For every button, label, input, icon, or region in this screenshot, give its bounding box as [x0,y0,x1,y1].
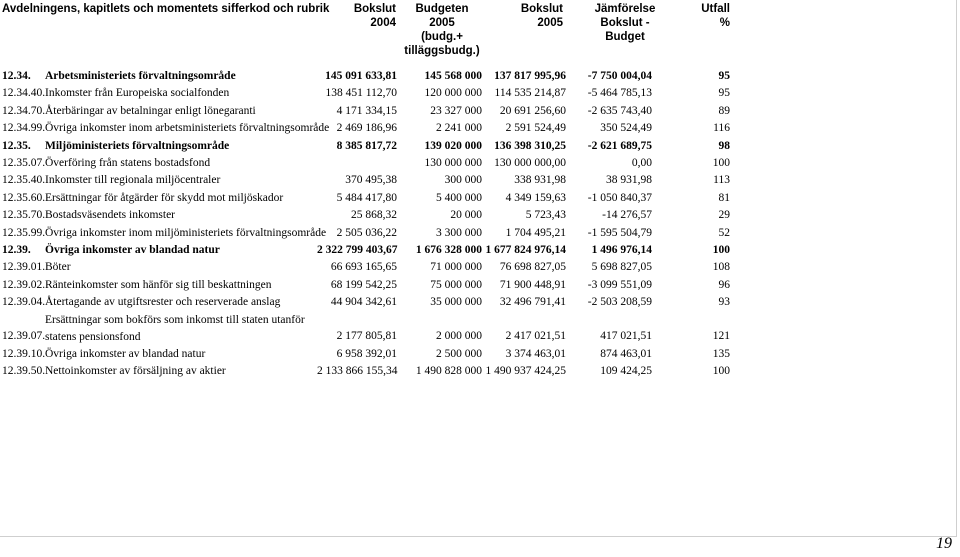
cell-bokslut-2004: 2 505 036,22 [336,226,397,239]
cell-outcome-percent: 81 [718,191,730,204]
cell-comparison: 5 698 827,05 [591,261,652,274]
row-code: 12.34.40. [2,87,46,100]
table-row [2,225,730,242]
cell-comparison: 38 931,98 [606,174,652,187]
cell-bokslut-2005: 114 535 214,87 [494,87,566,100]
cell-budget-2005: 2 000 000 [436,330,482,343]
cell-budget-2005: 2 241 000 [436,122,482,135]
cell-bokslut-2004: 6 958 392,01 [336,347,397,360]
cell-bokslut-2005: 2 591 524,49 [505,122,566,135]
table-row [2,346,730,363]
cell-bokslut-2005: 32 496 791,41 [499,296,566,309]
cell-budget-2005: 71 000 000 [430,261,482,274]
cell-bokslut-2005: 2 417 021,51 [505,330,566,343]
cell-budget-2005: 139 020 000 [424,139,482,152]
row-title: Övriga inkomster av blandad natur [45,347,206,360]
cell-bokslut-2005: 130 000 000,00 [494,157,566,170]
cell-bokslut-2005: 76 698 827,05 [499,261,566,274]
cell-budget-2005: 35 000 000 [430,296,482,309]
row-title: Återbäringar av betalningar enligt lönegaranti [45,104,256,117]
cell-outcome-percent: 135 [712,347,730,360]
row-title: Ränteinkomster som hänför sig till beskattningen [45,278,272,291]
cell-outcome-percent: 98 [718,139,730,152]
table-row [2,68,730,85]
cell-bokslut-2004: 44 904 342,61 [330,296,397,309]
cell-bokslut-2005: 136 398 310,25 [494,139,566,152]
table-row [2,172,730,189]
cell-comparison: -2 621 689,75 [587,139,652,152]
cell-outcome-percent: 95 [718,87,730,100]
cell-outcome-percent: 29 [718,209,730,222]
cell-budget-2005: 3 300 000 [436,226,482,239]
cell-budget-2005: 145 568 000 [424,70,482,82]
row-code: 12.35.70. [2,209,46,222]
cell-budget-2005: 300 000 [444,174,482,187]
cell-outcome-percent: 100 [712,157,730,170]
table-row [2,155,730,172]
cell-outcome-percent: 100 [712,365,730,378]
cell-bokslut-2004: 5 484 417,80 [336,191,397,204]
cell-bokslut-2004 [317,155,397,172]
cell-bokslut-2004: 145 091 633,81 [325,70,397,82]
cell-outcome-percent: 96 [718,278,730,291]
cell-outcome-percent: 116 [713,122,730,135]
cell-bokslut-2004: 25 868,32 [351,209,397,222]
table-row [2,312,730,346]
cell-comparison: 350 524,49 [600,122,652,135]
header-comparison: Jämförelse Bokslut - Budget [594,3,656,43]
cell-outcome-percent: 121 [712,330,730,343]
row-code: 12.35.99. [2,226,46,239]
cell-bokslut-2005: 3 374 463,01 [505,347,566,360]
table-row [2,85,730,102]
row-title: Miljöministeriets förvaltningsområde [45,139,230,152]
cell-comparison: -5 464 785,13 [587,87,652,100]
cell-bokslut-2005: 5 723,43 [525,209,566,222]
row-title: Böter [45,261,71,274]
row-title: Arbetsministeriets förvaltningsområde [45,70,236,82]
row-title: Ersättningar för åtgärder för skydd mot miljöskador [45,191,284,204]
cell-outcome-percent: 108 [712,261,730,274]
row-title: Övriga inkomster inom arbetsministeriets förvaltningsområde [45,122,330,135]
cell-comparison: 1 496 976,14 [591,244,652,257]
cell-comparison: 417 021,51 [600,330,652,343]
cell-bokslut-2005: 4 349 159,63 [505,191,566,204]
row-title: Övriga inkomster av blandad natur [45,244,220,257]
cell-bokslut-2004: 2 322 799 403,67 [317,244,398,257]
row-title: Inkomster till regionala miljöcentraler [45,174,221,187]
cell-bokslut-2004: 2 177 805,81 [336,330,397,343]
cell-bokslut-2004: 2 469 186,96 [336,122,397,135]
cell-budget-2005: 2 500 000 [436,347,482,360]
row-code: 12.35.60. [2,191,46,204]
cell-bokslut-2004: 2 133 866 155,34 [317,365,398,378]
cell-comparison: -1 595 504,79 [587,226,652,239]
row-title: Överföring från statens bostadsfond [45,157,211,170]
cell-budget-2005: 120 000 000 [424,87,482,100]
cell-outcome-percent: 93 [718,296,730,309]
cell-bokslut-2005: 1 704 495,21 [505,226,566,239]
header-bokslut-2004: Bokslut 2004 [353,3,396,29]
cell-comparison: -14 276,57 [602,209,652,222]
row-title: Bostadsväsendets inkomster [45,209,175,222]
row-code: 12.35.40. [2,174,46,187]
header-description: Avdelningens, kapitlets och momentets sifferkod och rubrik [2,3,330,15]
table-row [2,190,730,207]
header-outcome-percent: Utfall % [701,3,730,29]
table-row [2,207,730,224]
header-bokslut-2005: Bokslut 2005 [520,3,563,29]
cell-budget-2005: 1 490 828 000 [415,365,482,378]
table-row [2,242,730,259]
cell-comparison: -2 503 208,59 [587,296,652,309]
budget-table [2,68,730,381]
cell-comparison: -3 099 551,09 [587,278,652,291]
table-row [2,138,730,155]
cell-bokslut-2004: 68 199 542,25 [330,278,397,291]
row-title: Övriga inkomster inom miljöministeriets förvaltningsområde [45,226,327,239]
cell-bokslut-2005: 20 691 256,60 [499,104,566,117]
cell-comparison: -2 635 743,40 [587,104,652,117]
cell-budget-2005: 5 400 000 [436,191,482,204]
cell-bokslut-2005: 1 677 824 976,14 [485,244,566,257]
cell-bokslut-2005: 137 817 995,96 [494,70,566,82]
cell-outcome-percent: 89 [718,104,730,117]
cell-budget-2005: 130 000 000 [424,157,482,170]
cell-bokslut-2005: 338 931,98 [514,174,566,187]
table-row [2,294,730,311]
cell-budget-2005: 1 676 328 000 [415,244,482,257]
row-code: 12.39.04. [2,296,46,309]
cell-comparison: -7 750 004,04 [587,70,652,82]
table-row [2,277,730,294]
table-header [2,2,957,57]
cell-budget-2005: 20 000 [450,209,482,222]
row-title: Ersättningar som bokförs som inkomst till staten utanför statens pensionsfond [45,313,305,343]
row-code: 12.35.07. [2,157,46,170]
cell-bokslut-2005: 71 900 448,91 [499,278,566,291]
row-code: 12.34.70. [2,104,46,117]
cell-bokslut-2004: 4 171 334,15 [336,104,397,117]
row-code: 12.35. [2,139,31,152]
row-code: 12.39.01. [2,261,46,274]
cell-outcome-percent: 100 [712,244,730,257]
table-row [2,259,730,276]
row-code: 12.39.02. [2,278,46,291]
cell-comparison: 109 424,25 [600,365,652,378]
cell-comparison: -1 050 840,37 [587,191,652,204]
cell-outcome-percent: 113 [713,174,730,187]
cell-bokslut-2004: 8 385 817,72 [336,139,397,152]
row-code: 12.39.50. [2,365,46,378]
table-row [2,103,730,120]
cell-bokslut-2004: 370 495,38 [345,174,397,187]
cell-comparison: 874 463,01 [600,347,652,360]
row-code: 12.39.07. [2,330,46,343]
cell-budget-2005: 75 000 000 [430,278,482,291]
row-code: 12.39.10. [2,347,46,360]
row-title: Inkomster från Europeiska socialfonden [45,87,230,100]
row-code: 12.34.99. [2,122,46,135]
page-number: 19 [936,535,952,552]
cell-bokslut-2004: 66 693 165,65 [330,261,397,274]
cell-outcome-percent: 95 [718,70,730,82]
row-code: 12.39. [2,244,31,257]
row-code: 12.34. [2,70,31,82]
table-row [2,363,730,380]
cell-bokslut-2004: 138 451 112,70 [325,87,397,100]
header-budget-2005: Budgeten 2005 (budg.+ tilläggsbudg.) [404,3,480,57]
row-title: Återtagande av utgiftsrester och reserverade anslag [45,296,281,309]
cell-outcome-percent: 52 [718,226,730,239]
cell-bokslut-2005: 1 490 937 424,25 [485,365,566,378]
cell-budget-2005: 23 327 000 [430,104,482,117]
row-title: Nettoinkomster av försäljning av aktier [45,365,226,378]
cell-comparison: 0,00 [631,157,652,170]
table-row [2,120,730,137]
